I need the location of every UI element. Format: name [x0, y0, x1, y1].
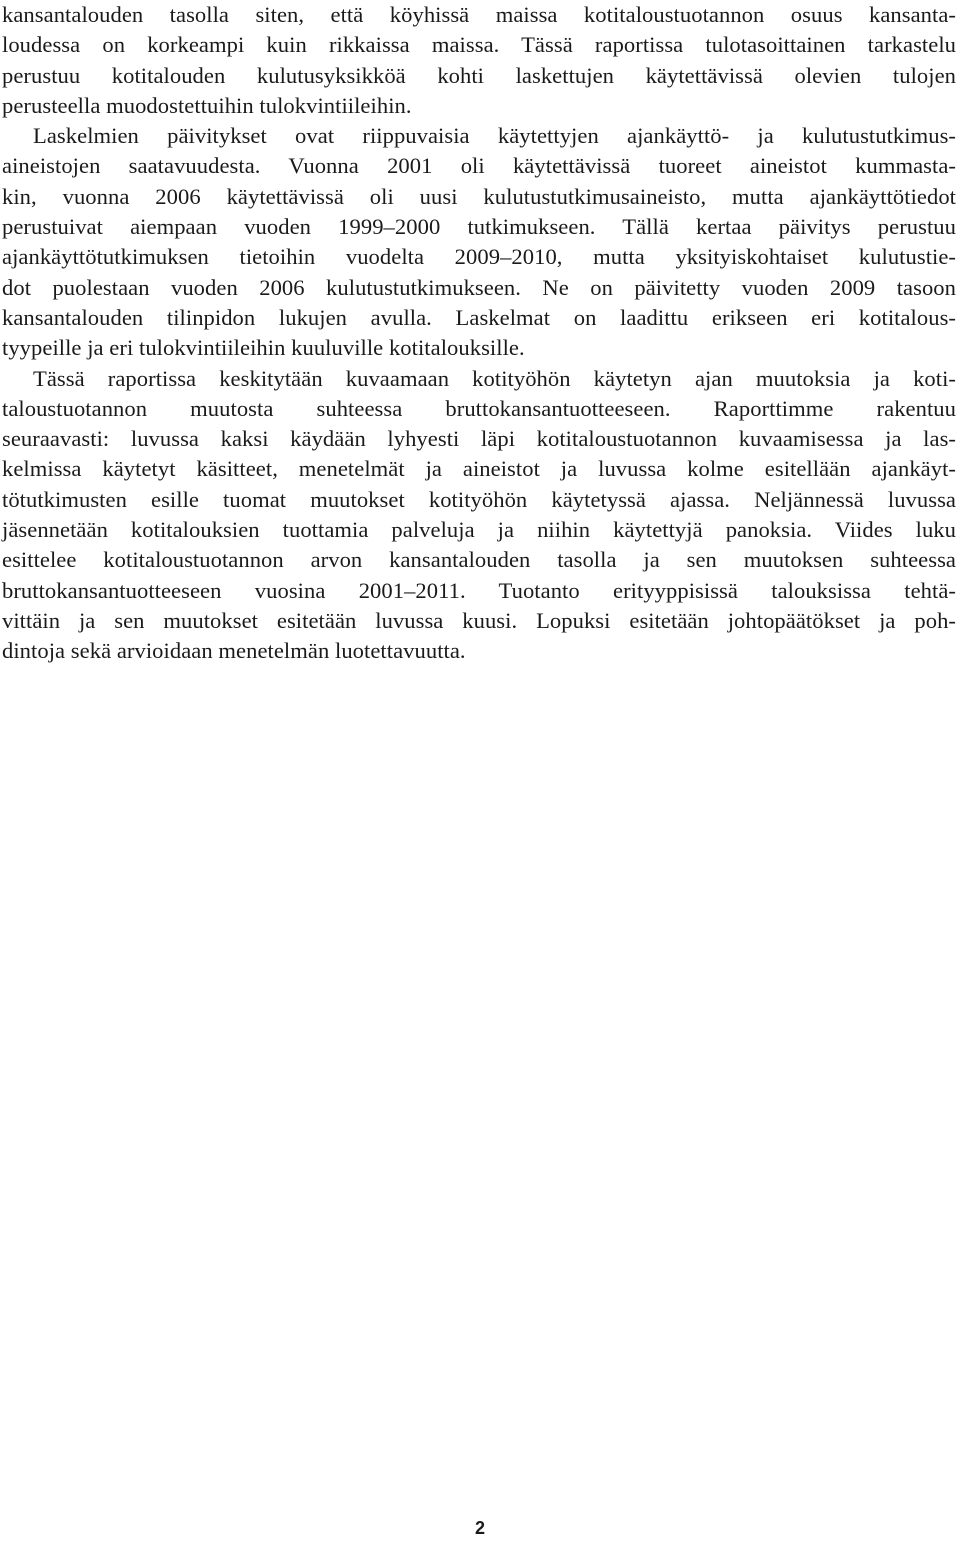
text-line: perustuivat aiempaan vuoden 1999–2000 tutkimukseen. Tällä kertaa päivitys perustuu	[2, 214, 956, 240]
text-line: taloustuotannon muutosta suhteessa bruttokansantuotteeseen. Raporttimme rakentuu	[2, 395, 956, 421]
text-line: vittäin ja sen muutokset esitetään luvussa kuusi. Lopuksi esitetään johtopäätökset ja poh-	[2, 607, 956, 633]
text-line: tötutkimusten esille tuomat muutokset kotityöhön käytetyssä ajassa. Neljännessä luvussa	[2, 486, 956, 512]
text-line: kelmissa käytetyt käsitteet, menetelmät ja aineistot ja luvussa kolme esitellään ajankäyt-	[2, 456, 956, 482]
paragraph-1	[2, 0, 956, 121]
text-line: dintoja sekä arvioidaan menetelmän luotettavuutta.	[2, 638, 466, 664]
text-line: kin, vuonna 2006 käytettävissä oli uusi kulutustutkimusaineisto, mutta ajankäyttötiedot	[2, 183, 956, 209]
text-line: seuraavasti: luvussa kaksi käydään lyhyesti läpi kotitaloustuotannon kuvaamisessa ja las-	[2, 426, 956, 452]
text-line: Laskelmien päivitykset ovat riippuvaisia käytettyjen ajankäyttö- ja kulutustutkimus-	[33, 123, 956, 149]
body-text	[2, 0, 956, 667]
text-line: esittelee kotitaloustuotannon arvon kansantalouden tasolla ja sen muutoksen suhteessa	[2, 547, 956, 573]
text-line: Tässä raportissa keskitytään kuvaamaan kotityöhön käytetyn ajan muutoksia ja koti-	[33, 365, 956, 391]
paragraph-2	[2, 121, 956, 363]
page-number: 2	[474, 1518, 485, 1538]
text-line: kansantalouden tilinpidon lukujen avulla. Laskelmat on laadittu erikseen eri kotitalous-	[2, 304, 956, 330]
text-line: kansantalouden tasolla siten, että köyhissä maissa kotitaloustuotannon osuus kansanta-	[2, 2, 956, 27]
paragraph-3	[2, 364, 956, 667]
text-line: perustuu kotitalouden kulutusyksikköä kohti laskettujen käytettävissä olevien tulojen	[2, 62, 956, 88]
text-line: perusteella muodostettuihin tulokvintiileihin.	[2, 92, 412, 118]
text-line: jäsennetään kotitalouksien tuottamia palveluja ja niihin käytettyjä panoksia. Viides luku	[2, 517, 956, 543]
text-line: loudessa on korkeampi kuin rikkaissa maissa. Tässä raportissa tulotasoittainen tarkastelu	[2, 32, 956, 58]
text-line: dot puolestaan vuoden 2006 kulutustutkimukseen. Ne on päivitetty vuoden 2009 tasoon	[2, 274, 956, 300]
text-line: aineistojen saatavuudesta. Vuonna 2001 oli käytettävissä tuoreet aineistot kummasta-	[2, 153, 956, 179]
text-line: tyypeille ja eri tulokvintiileihin kuuluville kotitalouksille.	[2, 335, 525, 361]
text-line: bruttokansantuotteeseen vuosina 2001–2011. Tuotanto erityyppisissä talouksissa tehtä-	[2, 577, 956, 603]
text-line: ajankäyttötutkimuksen tietoihin vuodelta 2009–2010, mutta yksityiskohtaiset kulutustie-	[2, 244, 956, 270]
